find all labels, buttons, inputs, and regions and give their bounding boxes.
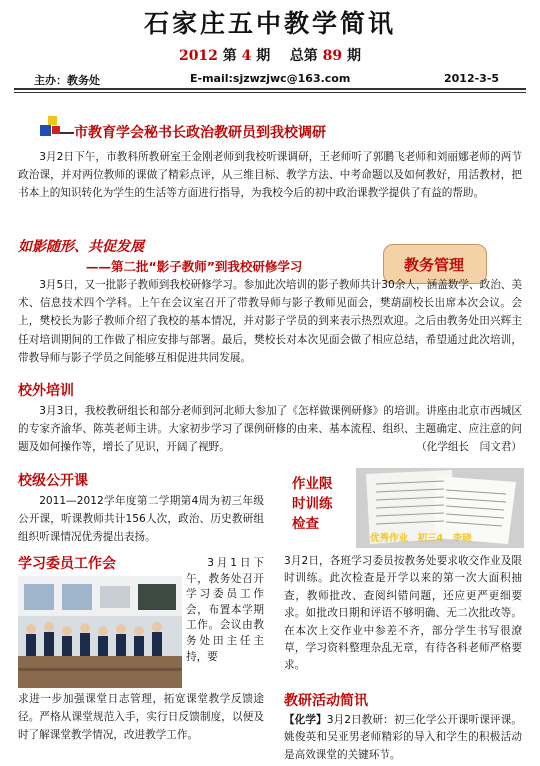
issue-qi: 期 [256,48,271,64]
issue-total-number: 89 [322,48,343,64]
header-rule-thin [14,92,526,93]
research-tag: 【化学】 [284,714,327,726]
classroom-scene-icon [18,576,182,688]
research-heading: 教研活动简讯 [284,693,368,709]
training-body: 3月3日，我校教研组长和部分老师到河北师大参加了《怎样做课例研修》的培训。讲座由北京市西城区的专家齐渝华、陈英老师主讲。大家初步学习了课例研修的由来、基本流程、组织、主题确定、应注意的问题及如何操作等，增长了见识，开阔了视野。 （化学组长 闫文君） [18,402,522,457]
issue-total-label: 总第 [289,48,318,64]
homework-body: 3月2日，各班学习委员按教务处要求收交作业及限时训练。此次检查是开学以来的第一次大面积抽查，教师批改、查阅纠错问题，还应更严更细要求。如批改日期和评语不够明确、无二次批改等。在本次上交作业中参差不齐，部分学生书写很潦草，学习资料整理杂乱无章，有待各科老师严格要求。 [284,555,522,672]
committee-body: 求进一步加强课堂日志管理，拓宽课堂教学反馈途径。严格从课堂规范入手，实行日反馈制度，以便及时了解课堂教学情况，改进教学工作。 [18,693,264,742]
date-label: 2012-3-5 [444,72,500,85]
newsletter-title: 石家庄五中教学简讯 [143,9,396,38]
issue-number: 4 [241,48,252,64]
committee-heading: 学习委员工作会 [18,556,116,572]
open-class-heading: 校级公开课 [18,473,88,489]
homework-photo-label: 优秀作业 初三4 李晓 [370,533,472,544]
issue-line [0,45,540,65]
issue-di: 第 [222,48,237,64]
host-label: 主办：教务处 [34,74,100,87]
homework-caption: 作业限 时训练 检查 [292,476,333,532]
training-heading: 校外培训 [18,383,74,399]
article2-subtitle: ——第二批“影子教师”到我校研修学习 [86,259,303,274]
article2-body: 3月5日，又一批影子教师到我校研修学习。参加此次培训的影子教师共计30余人，涵盖数学、政治、美术、信息技术四个学科。上午在会议室召开了带教导师与影子教师见面会，樊葫副校长出席本次会议。会上，樊校长为影子教师介绍了我校的基本情况，并对影子学员的到来表示热烈欢迎。之后由教务处田兴辉主任对培训期间的工作做了相应安排与部署。最后，樊校长对本次见面会做了相应总结，希望通过此次培训，带教导师与影子学员之间能够互相促进共同发展。 [18,279,522,364]
article2-slogan: 如影随形、共促发展 [18,239,144,255]
issue-year: 2012 [178,48,218,64]
email-label: E-mail:sjzwzjwc@163.com [190,72,351,85]
article1-title: 市教育学会秘书长政治教研员到我校调研 [74,125,326,141]
issue-total-qi: 期 [347,48,362,64]
header-rule [14,88,526,90]
article1-body: 3月2日下午，市教科所教研室王金刚老师到我校听课调研，王老师听了郭鹏飞老师和刘丽娜老师的两节政治课，并对两位教师的课做了精彩点评，从三维目标、教学方法、中考命题以及如何教好，用活教材，把书本上的知识转化为学生的生活等方面进行指导，为我校今后的初中政治课教学提供了有益的帮助。 [18,151,522,200]
research-body: 【化学】3月2日教研：初三化学公开课听课评课。姚俊英和吴亚男老师精彩的导入和学生的积极活动是高效课堂的关键环节。 [284,714,522,761]
open-class-body: 2011—2012学年度第二学期第4周为初三年级公开课，听课教师共计156人次，政治、历史教研组组织听课情况优秀提出表扬。 [18,495,264,544]
blocks-logo-icon [40,116,74,136]
homework-photo [356,468,524,548]
section-badge-label: 教务管理 [403,256,464,274]
classroom-photo [18,576,182,688]
committee-side-text: 3月1日下午，教务处召开学习委员工作会，布置本学期工作。会议由教务处田主任主持，要 [186,557,264,663]
training-signature: （化学组长 闫文君） [416,441,522,454]
